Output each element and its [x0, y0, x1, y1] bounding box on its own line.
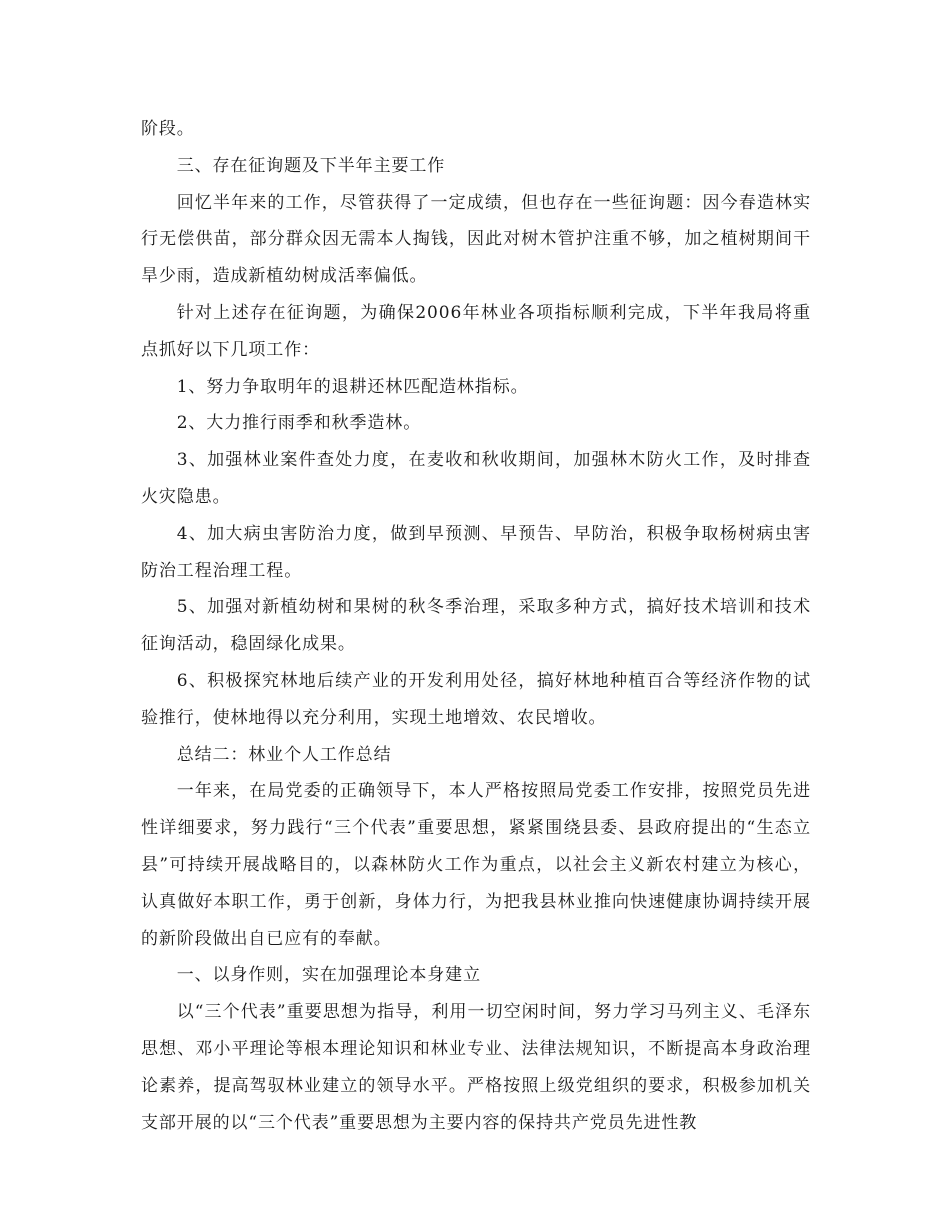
- paragraph-continuation: 阶段。: [141, 119, 195, 139]
- document-body: [141, 111, 811, 1141]
- list-item-4: 4、加大病虫害防治力度，做到早预测、早预告、早防治，积极争取杨树病虫害防治工程治理工程。: [141, 523, 811, 581]
- list-item-2: 2、大力推行雨季和秋季造林。: [176, 413, 422, 434]
- list-item-6: 6、积极探究林地后续产业的开发利用处径，搞好林地种植百合等经济作物的试验推行，使林地得以充分利用，实现土地增效、农民增收。: [141, 670, 811, 728]
- list-item-3: 3、加强林业案件查处力度，在麦收和秋收期间，加强林木防火工作，及时排查火灾隐患。: [141, 450, 811, 507]
- paragraph-year-summary: 一年来，在局党委的正确领导下，本人严格按照局党委工作安排，按照党员先进性详细要求，努力践行“三个代表”重要思想，紧紧围绕县委、县政府提出的“生态立县”可持续开展战略目的，以森林防火工作为重点，以社会主义新农村建立为核心，认真做好本职工作，勇于创新，身体力行，为把我县林业推向快速健康协调持续开展的新阶段做出自已应有的奉献。: [141, 781, 811, 949]
- list-item-5: 5、加强对新植幼树和果树的秋冬季治理，采取多种方式，搞好技术培训和技术征询活动，稳固绿化成果。: [141, 597, 811, 655]
- section-heading-theory: 一、以身作则，实在加强理论本身建立: [176, 965, 481, 986]
- paragraph-plan-intro: 针对上述存在征询题，为确保2006年林业各项指标顺利完成，下半年我局将重点抓好以下几项工作：: [141, 302, 811, 360]
- section-heading-problems: 三、存在征询题及下半年主要工作: [176, 155, 446, 176]
- list-item-1: 1、努力争取明年的退耕还林匹配造林指标。: [176, 376, 529, 397]
- paragraph-theory: 以“三个代表”重要思想为指导，利用一切空闲时间，努力学习马列主义、毛泽东思想、邓小平理论等根本理论知识和林业专业、法律法规知识，不断提高本身政治理论素养，提高驾驭林业建立的领导水平。严格按照上级党组织的要求，积极参加机关支部开展的以“三个代表”重要思想为主要内容的保持共产党员先进性教: [141, 1002, 811, 1133]
- summary-two-heading: 总结二：林业个人工作总结: [176, 744, 392, 765]
- paragraph-review: 回忆半年来的工作，尽管获得了一定成绩，但也存在一些征询题：因今春造林实行无偿供苗，部分群众因无需本人掏钱，因此对树木管护注重不够，加之植树期间干旱少雨，造成新植幼树成活率偏低。: [141, 192, 811, 287]
